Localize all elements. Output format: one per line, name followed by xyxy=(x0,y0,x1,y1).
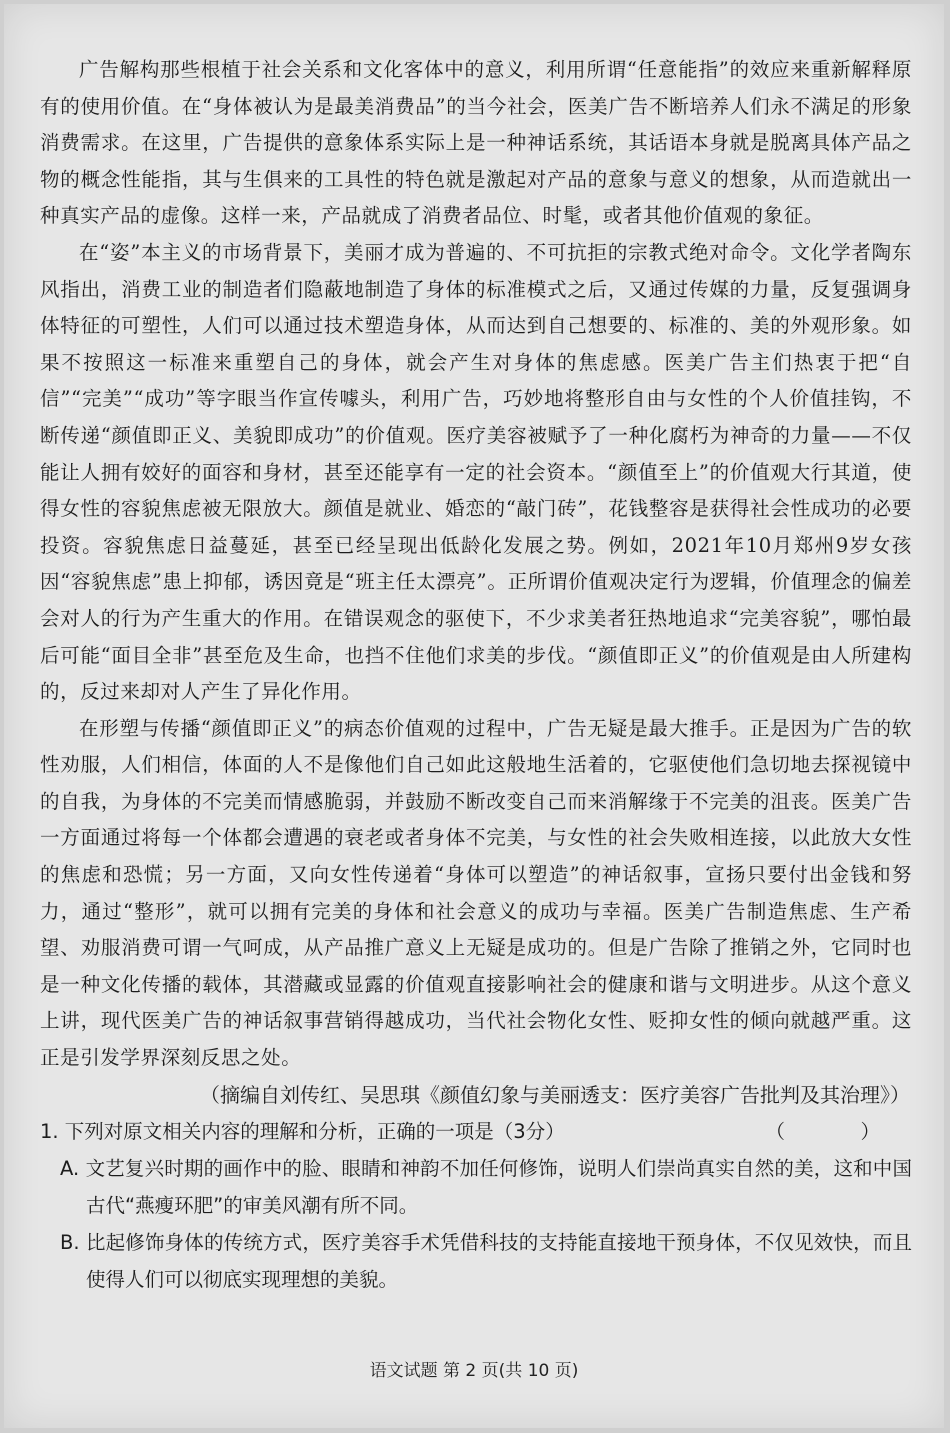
article-paragraph-3: 在形塑与传播“颜值即正义”的病态价值观的过程中，广告无疑是最大推手。正是因为广告的软性劝服，人们相信，体面的人不是像他们自己如此这般地生活着的，它驱使他们急切地去探视镜中的自我，为身体的不完美而情感脆弱，并鼓励不断改变自己而来消解缘于不完美的沮丧。医美广告一方面通过将每一个体都会遭遇的衰老或者身体不完美，与女性的社会失败相连接，以此放大女性的焦虑和恐慌；另一方面，又向女性传递着“身体可以塑造”的神话叙事，宣扬只要付出金钱和努力，通过“整形”，就可以拥有完美的身体和社会意义的成功与幸福。医美广告制造焦虑、生产希望、劝服消费可谓一气呵成，从产品推广意义上无疑是成功的。但是广告除了推销之外，它同时也是一种文化传播的载体，其潜藏或显露的价值观直接影响社会的健康和谐与文明进步。从这个意义上讲，现代医美广告的神话叙事营销得越成功，当代社会物化女性、贬抑女性的倾向就越严重。这正是引发学界深刻反思之处。 xyxy=(40,716,912,1070)
answer-blank: （ ） xyxy=(765,1119,908,1143)
question-stem: 1. 下列对原文相关内容的理解和分析，正确的一项是（3分） xyxy=(40,1119,565,1143)
question-1 xyxy=(40,1113,912,1150)
page-footer: 语文试题 第 2 页(共 10 页) xyxy=(369,1361,579,1381)
option-a: A. 文艺复兴时期的画作中的脸、眼睛和神韵不加任何修饰，说明人们崇尚真实自然的美，这和中国古代“燕瘦环肥”的审美风潮有所不同。 xyxy=(60,1156,912,1217)
article-paragraph-2: 在“姿”本主义的市场背景下，美丽才成为普遍的、不可抗拒的宗教式绝对命令。文化学者陶东风指出，消费工业的制造者们隐蔽地制造了身体的标准模式之后，又通过传媒的力量，反复强调身体特征的可塑性，人们可以通过技术塑造身体，从而达到自己想要的、标准的、美的外观形象。如果不按照这一标准来重塑自己的身体，就会产生对身体的焦虑感。医美广告主们热衷于把“自信”“完美”“成功”等字眼当作宣传噱头，利用广告，巧妙地将整形自由与女性的个人价值挂钩，不断传递“颜值即正义、美貌即成功”的价值观。医疗美容被赋予了一种化腐朽为神奇的力量——不仅能让人拥有姣好的面容和身材，甚至还能享有一定的社会资本。“颜值至上”的价值观大行其道，使得女性的容貌焦虑被无限放大。颜值是就业、婚恋的“敲门砖”，花钱整容是获得社会性成功的必要投资。容貌焦虑日益蔓延，甚至已经呈现出低龄化发展之势。例如，2021年10月郑州9岁女孩因“容貌焦虑”患上抑郁，诱因竟是“班主任太漂亮”。正所谓价值观决定行为逻辑，价值理念的偏差会对人的行为产生重大的作用。在错误观念的驱使下，不少求美者狂热地追求“完美容貌”，哪怕最后可能“面目全非”甚至危及生命，也挡不住他们求美的步伐。“颜值即正义”的价值观是由人所建构的，反过来却对人产生了异化作用。 xyxy=(40,240,912,704)
article-source: （摘编自刘传红、吴思琪《颜值幻象与美丽透支：医疗美容广告批判及其治理》） xyxy=(200,1082,910,1107)
page-content xyxy=(40,52,912,1298)
exam-page xyxy=(4,4,944,1428)
article-paragraph-1: 广告解构那些根植于社会关系和文化客体中的意义，利用所谓“任意能指”的效应来重新解释原有的使用价值。在“身体被认为是最美消费品”的当今社会，医美广告不断培养人们永不满足的形象消费需求。在这里，广告提供的意象体系实际上是一种神话系统，其话语本身就是脱离具体产品之物的概念性能指，其与生俱来的工具性的特色就是激起对产品的意象与意义的想象，从而造就出一种真实产品的虚像。这样一来，产品就成了消费者品位、时髦，或者其他价值观的象征。 xyxy=(40,58,912,228)
option-b: B. 比起修饰身体的传统方式，医疗美容手术凭借科技的支持能直接地干预身体，不仅见效快，而且使得人们可以彻底实现理想的美貌。 xyxy=(60,1230,912,1291)
